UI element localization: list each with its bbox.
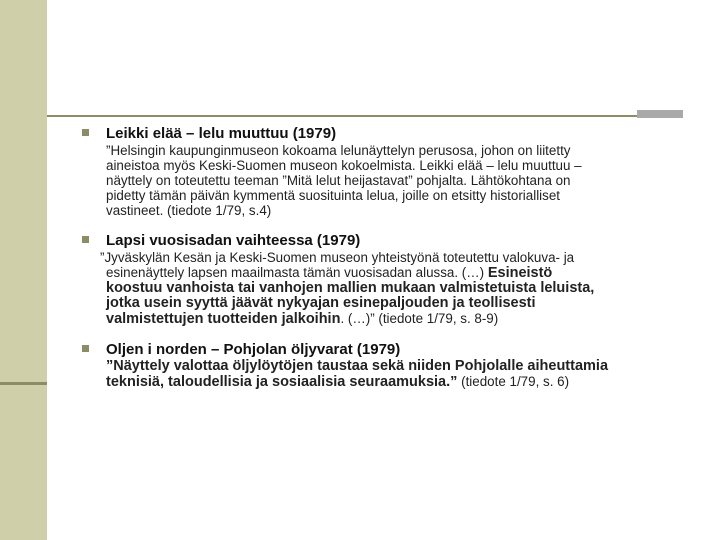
description-line	[100, 311, 682, 327]
description-text: . (…)” (tiedote 1/79, s. 8-9)	[340, 311, 499, 326]
description-line	[100, 265, 682, 281]
list-item-leikki-elaa	[82, 125, 682, 218]
description-text: (tiedote 1/79, s. 6)	[457, 374, 570, 389]
description-line: vastineet. (tiedote 1/79, s.4)	[106, 203, 272, 218]
description-line: ”Jyväskylän Kesän ja Keski-Suomen museon yhteistyönä toteutettu valokuva- ja	[100, 250, 575, 265]
item-title: Lapsi vuosisadan vaihteessa (1979)	[106, 232, 361, 249]
left-decorative-band	[0, 0, 47, 540]
left-divider-line	[0, 382, 47, 385]
description-line: näyttely on toteutettu teeman ”Mitä lelut heijastavat” pohjalta. Lähtökohtana on	[106, 173, 571, 188]
description-emphasis: valmistettujen tuotteiden jalkoihin	[106, 311, 341, 327]
description-line: ”Helsingin kaupunginmuseon kokoama lelunäyttelyn perusosa, johon on liitetty	[106, 143, 571, 158]
list-item-oljen-i-norden	[82, 341, 682, 390]
square-bullet-icon	[82, 236, 89, 243]
item-description	[106, 359, 682, 390]
description-emphasis: teknisiä, taloudellisia ja sosiaalisia seuraamuksia.”	[106, 374, 458, 390]
description-line: pidetty tämän päivän kymmentä suosituinta lelua, joille on etsitty historialliset	[106, 188, 561, 203]
top-divider-accent	[637, 110, 683, 118]
description-emphasis-line: ”Näyttely valottaa öljylöytöjen taustaa sekä niiden Pohjolalle aiheuttamia	[106, 358, 609, 374]
description-emphasis-line: jotka usein syyttä jäävät nykyajan esinepaljouden ja teollisesti	[106, 295, 536, 311]
item-description	[106, 143, 682, 218]
item-description	[100, 250, 682, 327]
description-text: esinenäyttely lapsen maailmasta tämän vuosisadan alussa. (…)	[106, 265, 488, 280]
item-title: Oljen i norden – Pohjolan öljyvarat (1979)	[106, 341, 401, 358]
square-bullet-icon	[82, 345, 89, 352]
description-emphasis: Esineistö	[487, 265, 553, 281]
list-item-lapsi-vuosisadan	[82, 232, 682, 327]
description-emphasis-line: koostuu vanhoista tai vanhojen mallien mukaan valmistetuista leluista,	[106, 280, 595, 296]
description-line	[106, 374, 682, 390]
slide-content	[82, 125, 682, 390]
item-title: Leikki elää – lelu muuttuu (1979)	[106, 125, 337, 142]
description-line: aineistoa myös Keski-Suomen museon kokoelmista. Leikki elää – lelu muuttuu –	[106, 158, 582, 173]
top-divider-line	[47, 115, 637, 117]
square-bullet-icon	[82, 129, 89, 136]
